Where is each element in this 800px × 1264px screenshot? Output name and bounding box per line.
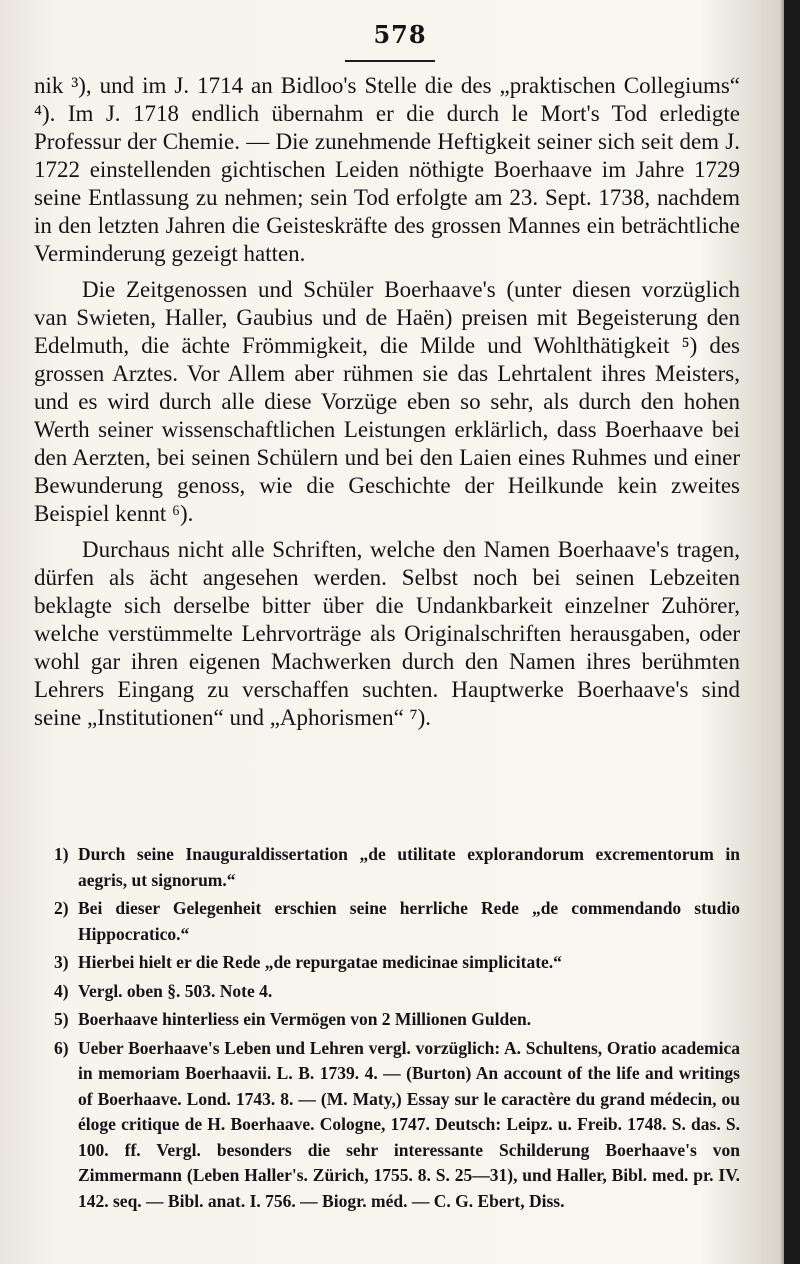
page-number-rule (345, 60, 435, 62)
footnote-1 (34, 842, 740, 893)
footnote-4 (34, 979, 740, 1005)
footnote-text: Bei dieser Gelegenheit erschien seine herrliche Rede „de commendando studio Hippocratico.“ (78, 898, 740, 944)
footnote-3 (34, 950, 740, 976)
footnote-number: 2) (54, 898, 69, 918)
footnotes (34, 842, 740, 1217)
main-text (34, 72, 740, 740)
footnote-number: 3) (54, 952, 69, 972)
paragraph-3: Durchaus nicht alle Schriften, welche den Namen Boerhaave's tragen, dürfen als ächt angesehen werden. Selbst noch bei seinen Lebzeiten beklagte sich derselbe bitter über die Undankbarkeit einzelner Zuhörer, welche verstümmelte Lehrvorträge als Originalschriften herausgaben, oder wohl gar ihren eigenen Machwerken durch den Namen ihres berühmten Lehrers Eingang zu verschaffen suchten. Hauptwerke Boerhaave's sind seine „Institutionen“ und „Aphorismen“ ⁷). (34, 537, 740, 730)
footnote-5 (34, 1007, 740, 1033)
footnote-text: Vergl. oben §. 503. Note 4. (78, 980, 273, 1001)
footnote-text: Ueber Boerhaave's Leben und Lehren vergl. vorzüglich: A. Schultens, Oratio academica in memoriam Boerhaavii. L. B. 1739. 4. — (Burton) An account of the life and writings of Boerhaave. Lond. 1743. 8. — (M. Maty,) Essay sur le caractère du grand médecin, ou éloge critique de H. Boerhaave. Cologne, 1747. Deutsch: Leipz. u. Freib. 1748. S. das. S. 100. ff. Vergl. besonders die sehr interessante Schilderung Boerhaave's von Zimmermann (Leben Haller's. Zürich, 1755. 8. S. 25—31), und Haller, Bibl. med. pr. IV. 142. seq. — Bibl. anat. I. 756. — Biogr. méd. — C. G. Ebert, Diss. (78, 1037, 740, 1211)
footnote-6 (34, 1036, 740, 1215)
footnote-2 (34, 896, 740, 947)
footnote-number: 1) (54, 844, 69, 864)
footnote-number: 5) (54, 1009, 69, 1029)
page-number: 578 (373, 20, 427, 49)
footnote-number: 4) (54, 980, 69, 1001)
footnote-text: Hierbei hielt er die Rede „de repurgatae medicinae simplicitate.“ (78, 952, 562, 972)
book-spine-shadow (784, 0, 800, 1264)
footnote-text: Boerhaave hinterliess ein Vermögen von 2 Millionen Gulden. (78, 1009, 532, 1029)
paragraph-2: Die Zeitgenossen und Schüler Boerhaave's (unter diesen vorzüglich van Swieten, Haller, Gaubius und de Haën) preisen mit Begeisterung den Edelmuth, die ächte Frömmigkeit, die Milde und Wohlthätigkeit ⁵) des grossen Arztes. Vor Allem aber rühmen sie das Lehrtalent ihres Meisters, und es wird durch alle diese Vorzüge eben so sehr, als durch den hohen Werth seiner wissenschaftlichen Leistungen erklärlich, dass Boerhaave bei den Aerzten, bei seinen Schülern und bei den Laien eines Ruhmes und einer Bewunderung genoss, wie die Geschichte der Heilkunde kein zweites Beispiel kennt ⁶). (34, 277, 740, 526)
footnote-number: 6) (54, 1037, 69, 1058)
paragraph-1: nik ³), und im J. 1714 an Bidloo's Stelle die des „praktischen Collegiums“ ⁴). Im J. 1718 endlich übernahm er die durch le Mort's Tod erledigte Professur der Chemie. — Die zunehmende Heftigkeit seiner sich seit dem J. 1722 einstellenden gichtischen Leiden nöthigte Boerhaave im Jahre 1729 seine Entlassung zu nehmen; sein Tod erfolgte am 23. Sept. 1738, nachdem in den letzten Jahren die Geisteskräfte des grossen Mannes ein beträchtliche Verminderung gezeigt hatten. (34, 73, 740, 266)
footnote-text: Durch seine Inauguraldissertation „de utilitate explorandorum excrementorum in aegris, ut signorum.“ (78, 844, 740, 890)
